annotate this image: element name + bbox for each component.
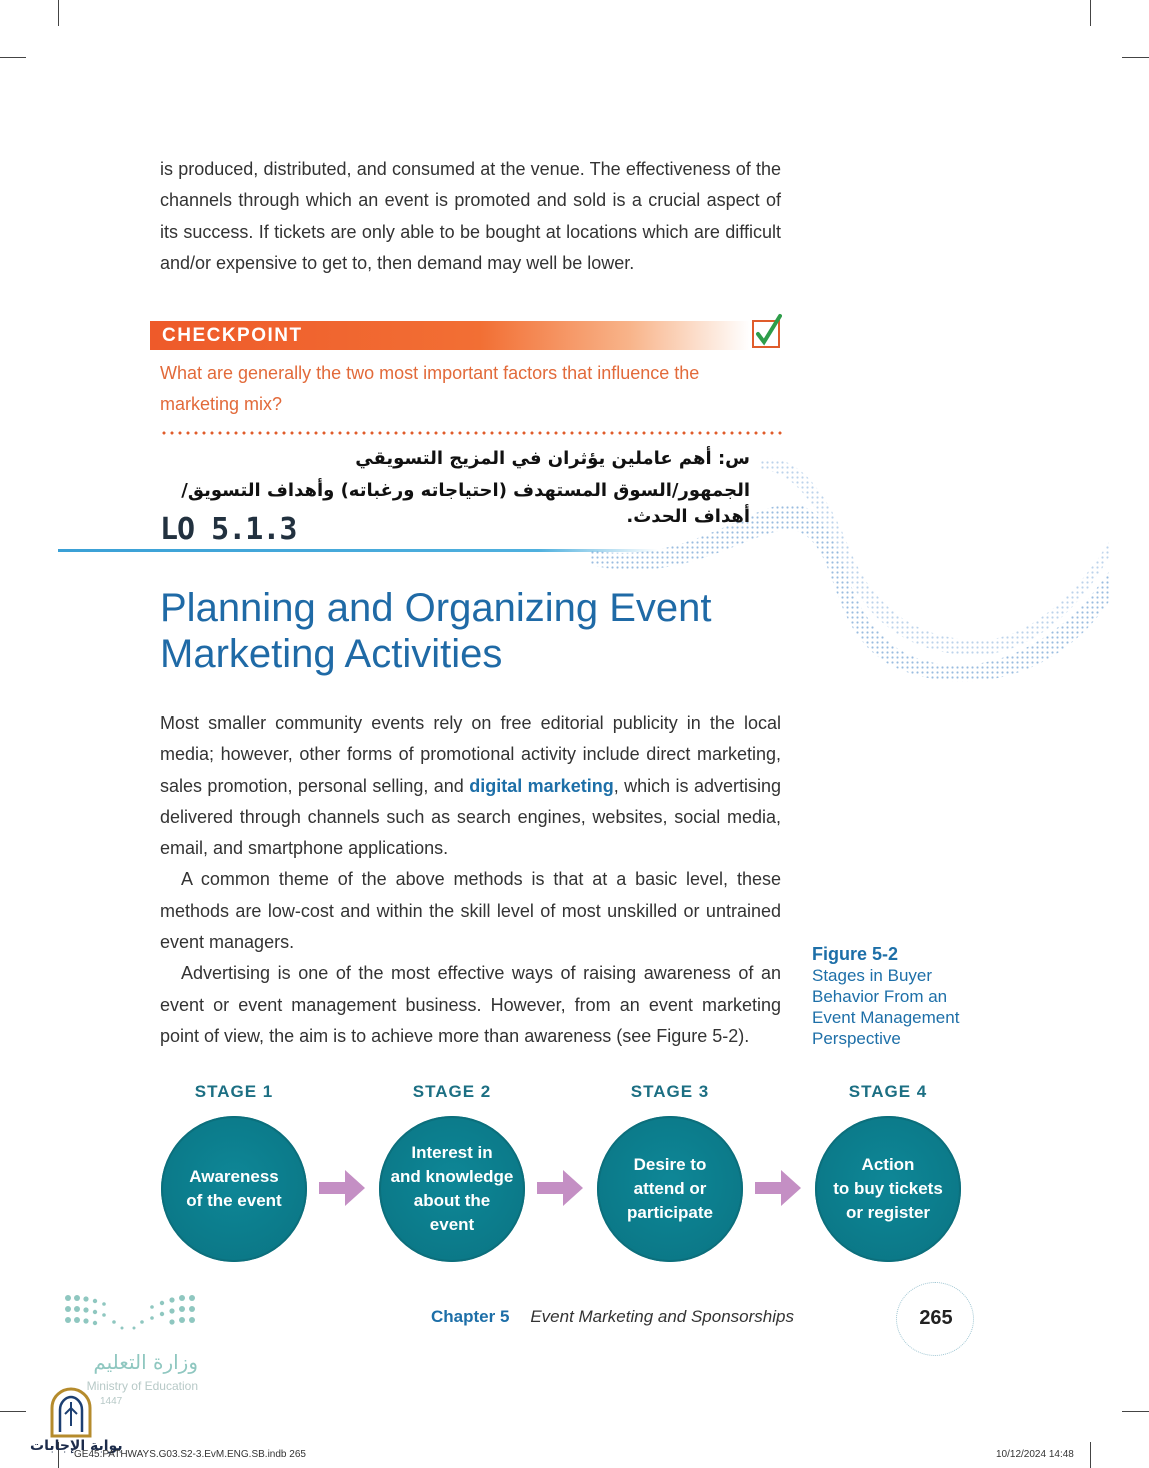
checkpoint-label: CHECKPOINT [162,325,303,346]
arrow-right-icon [319,1167,367,1209]
paragraph-1-text-end: , which is advertising delivered through channels such as search engines, websites, social media, email, and smartphone applications. [160,775,782,859]
section-title-line2: Marketing Activities [160,632,503,676]
stage-3-circle [597,1116,743,1262]
paragraph-1-text: Most smaller community events rely on free editorial publicity in the local media; however, other forms of promotional activity include direct marketing, sales promotion, personal selling, and [160,713,781,796]
arrow-right-icon [537,1167,585,1209]
lo-rule [58,549,658,552]
checkpoint-question: What are generally the two most important factors that influence the marketing mix? [160,363,700,414]
paragraph-3: Advertising is one of the most effective ways of raising awareness of an event or event management business. However, from an event marketing point of view, the aim is to achieve more than awareness (see Figure 5-2). [160,963,781,1046]
footer-chapter: Chapter 5 [431,1307,510,1326]
paragraph-2: A common theme of the above methods is that at a basic level, these methods are low-cost and within the skill level of most unskilled or untrained event managers. [160,869,781,953]
stage-2-circle [379,1116,525,1262]
arrow-right-icon [755,1167,803,1209]
portal-name: بوابة الإجابات [30,1438,123,1454]
stage-1-circle [161,1116,307,1262]
key-term: digital marketing [469,775,614,796]
crop-mark [1122,1411,1149,1412]
section-title [160,585,780,677]
figure-caption [812,944,992,1049]
stage-4-label: STAGE 4 [848,1082,928,1101]
stage-3-label: STAGE 3 [630,1082,710,1101]
stage-1-label: STAGE 1 [194,1082,274,1101]
page-number: 265 [919,1307,953,1329]
checkmark-icon [752,320,780,348]
figure-caption-line: Behavior From an [812,987,948,1006]
ministry-arabic-name: وزارة التعليم [93,1350,198,1374]
section-title-line1: Planning and Organizing Event [160,586,712,630]
stage-text: attend or [633,1179,707,1198]
figure-caption-line: Event Management [812,1008,960,1027]
stage-text: of the event [186,1191,282,1210]
stage-text: Action [861,1155,915,1174]
body-paragraphs [160,708,781,1052]
dotted-divider [160,431,782,435]
crop-mark [0,1411,26,1412]
stage-text: Interest in [411,1143,493,1162]
paragraph-1 [160,708,781,864]
figure-label: Figure 5-2 [812,944,899,964]
stage-text: or register [845,1203,931,1222]
ministry-logo-dots [62,1292,202,1338]
running-footer [431,1307,794,1327]
crop-mark [0,57,26,58]
crop-mark [1090,1442,1091,1468]
answer-arabic-1: س: أهم عاملين يؤثران في المزيج التسويقي [355,448,750,469]
stage-text: Desire to [633,1155,707,1174]
stage-text: and knowledge [390,1167,514,1186]
figure-caption-line: Perspective [812,1029,901,1048]
stage-text: about the [413,1191,491,1210]
checkpoint-banner [150,321,750,350]
crop-mark [58,0,59,26]
crop-mark [1122,57,1149,58]
ministry-year: 1447 [100,1396,123,1407]
portal-logo-icon [48,1386,94,1438]
footer-chapter-title: Event Marketing and Sponsorships [530,1307,794,1326]
crop-mark [1090,0,1091,26]
learning-objective-code: LO 5.1.3 [160,512,297,547]
intro-text: is produced, distributed, and consumed at the venue. The effectiveness of the channels through which an event is promoted and sold is a crucial aspect of its success. If tickets are only able to be bought at locations which are difficult and/or expensive to get to, then demand may well be lower. [160,159,781,273]
stage-text: to buy tickets [833,1179,943,1198]
intro-paragraph [160,154,781,279]
stage-4-circle [815,1116,961,1262]
check-icon [752,312,782,346]
stage-text: Awareness [189,1167,279,1186]
figure-caption-line: Stages in Buyer [812,966,933,985]
answer-arabic-2: الجمهور/السوق المستهدف (احتياجاته ورغباته) وأهداف التسويق/أهداف الحدث. [181,480,750,527]
slug-date: 10/12/2024 14:48 [996,1449,1074,1460]
stage-text: event [429,1215,475,1234]
slug-file: GE45.PATHWAYS.G03.S2-3.EvM.ENG.SB.indb 265 [74,1449,306,1460]
ministry-english-name: Ministry of Education [86,1379,198,1393]
stage-text: participate [627,1203,713,1222]
stage-2-label: STAGE 2 [412,1082,492,1101]
